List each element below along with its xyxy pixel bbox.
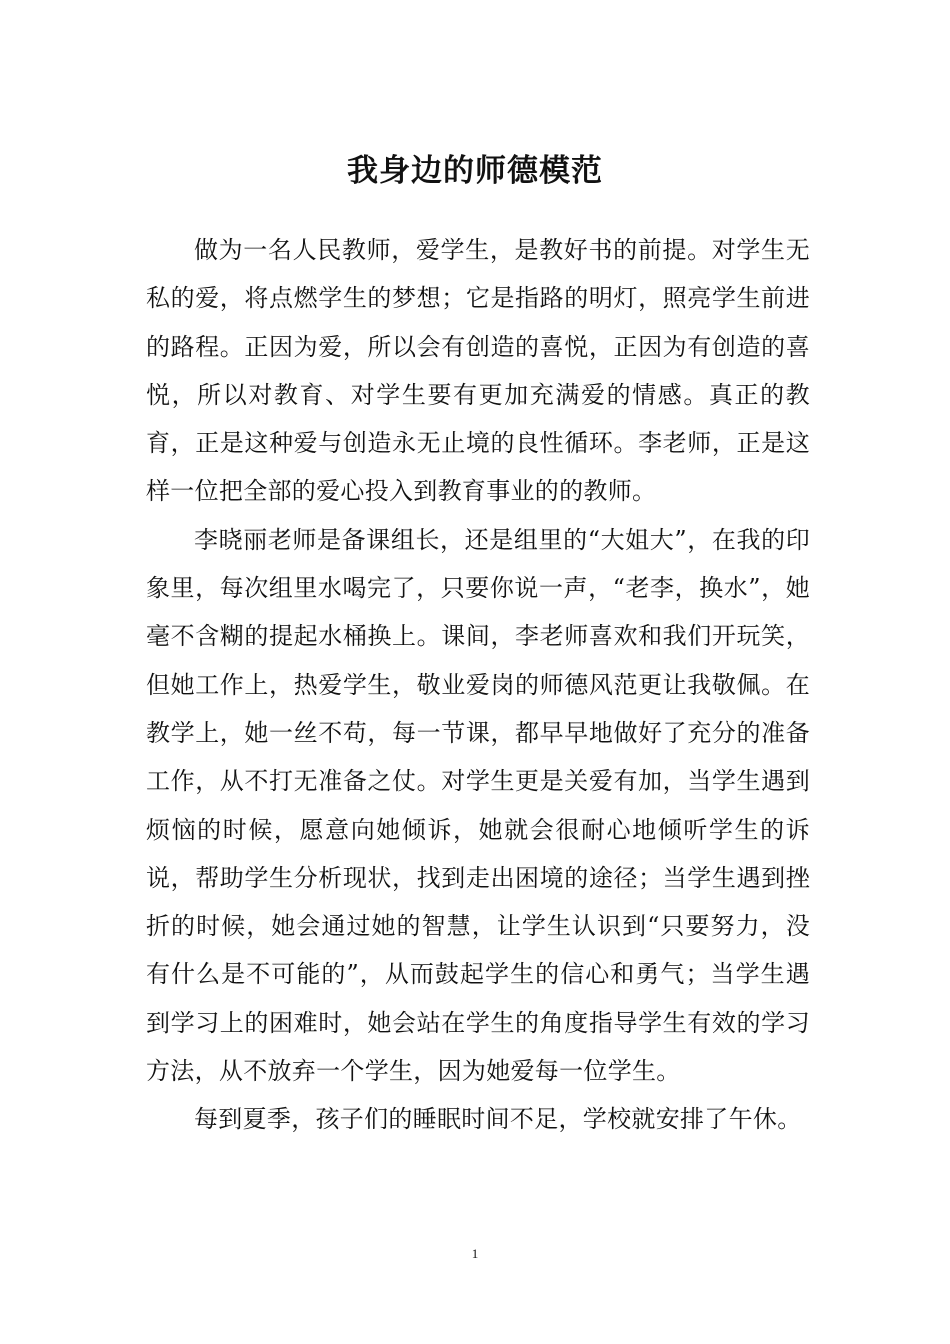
document-body bbox=[146, 226, 810, 1144]
paragraph-2: 李晓丽老师是备课组长，还是组里的“大姐大”，在我的印象里，每次组里水喝完了，只要你说一声，“老李，换水”，她毫不含糊的提起水桶换上。课间，李老师喜欢和我们开玩笑，但她工作上，热爱学生，敬业爱岗的师德风范更让我敬佩。在教学上，她一丝不苟，每一节课，都早早地做好了充分的准备工作，从不打无准备之仗。对学生更是关爱有加，当学生遇到烦恼的时候，愿意向她倾诉，她就会很耐心地倾听学生的诉说，帮助学生分析现状，找到走出困境的途径；当学生遇到挫折的时候，她会通过她的智慧，让学生认识到“只要努力，没有什么是不可能的”，从而鼓起学生的信心和勇气；当学生遇到学习上的困难时，她会站在学生的角度指导学生有效的学习方法，从不放弃一个学生，因为她爱每一位学生。 bbox=[146, 525, 810, 1086]
page-number: 1 bbox=[471, 1246, 479, 1261]
paragraph-1: 做为一名人民教师，爱学生，是教好书的前提。对学生无私的爱，将点燃学生的梦想；它是指路的明灯，照亮学生前进的路程。正因为爱，所以会有创造的喜悦，正因为有创造的喜悦，所以对教育、对学生要有更加充满爱的情感。真正的教育，正是这种爱与创造永无止境的良性循环。李老师，正是这样一位把全部的爱心投入到教育事业的的教师。 bbox=[146, 236, 810, 506]
paragraph-3: 每到夏季，孩子们的睡眠时间不足，学校就安排了午休。 bbox=[194, 1105, 802, 1134]
document-title: 我身边的师德模范 bbox=[347, 152, 603, 189]
